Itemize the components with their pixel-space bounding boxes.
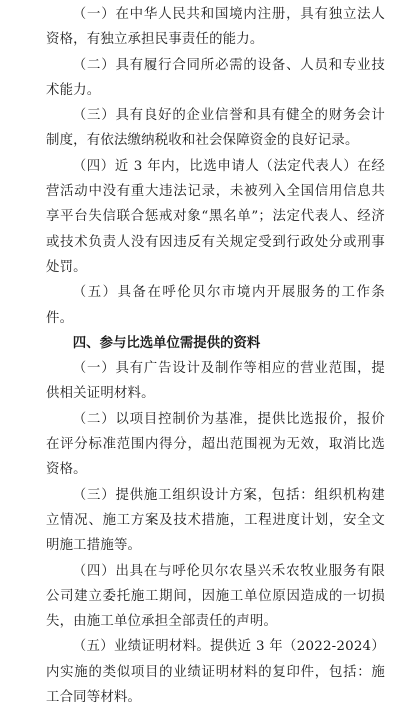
material-item-4: （四）出具在与呼伦贝尔农垦兴禾农牧业服务有限公司建立委托施工期间，因施工单位原因造成的一切损失，由施工单位承担全部责任的声明。 xyxy=(46,563,385,630)
material-item-5: （五）业绩证明材料。提供近 3 年（2022-2024）内实施的类似项目的业绩证明材料的复印件，包括：施工合同等材料。 xyxy=(46,639,385,706)
qualification-item-3: （三）具有良好的企业信誉和具有健全的财务会计制度，有依法缴纳税收和社会保障资金的良好记录。 xyxy=(46,108,385,149)
section-heading: 四、参与比选单位需提供的资料 xyxy=(72,335,261,351)
qualification-item-4: （四）近 3 年内，比选申请人（法定代表人）在经营活动中没有重大违法记录，未被列入全国信用信息共享平台失信联合惩戒对象“黑名单”；法定代表人、经济或技术负责人没有因违反有关规定受到行政处分或刑事处罚。 xyxy=(46,158,385,275)
material-item-3: （三）提供施工组织设计方案，包括：组织机构建立情况、施工方案及技术措施，工程进度计划，安全文明施工措施等。 xyxy=(46,487,385,554)
qualification-item-1: （一）在中华人民共和国境内注册，具有独立法人资格，有独立承担民事责任的能力。 xyxy=(46,7,385,48)
qualification-item-2: （二）具有履行合同所必需的设备、人员和专业技术能力。 xyxy=(46,57,385,98)
material-item-1: （一）具有广告设计及制作等相应的营业范围，提供相关证明材料。 xyxy=(46,361,385,402)
material-item-2: （二）以项目控制价为基准，提供比选报价，报价在评分标准范围内得分，超出范围视为无效，取消比选资格。 xyxy=(46,411,385,478)
qualification-item-5: （五）具备在呼伦贝尔市境内开展服务的工作条件。 xyxy=(46,285,385,326)
